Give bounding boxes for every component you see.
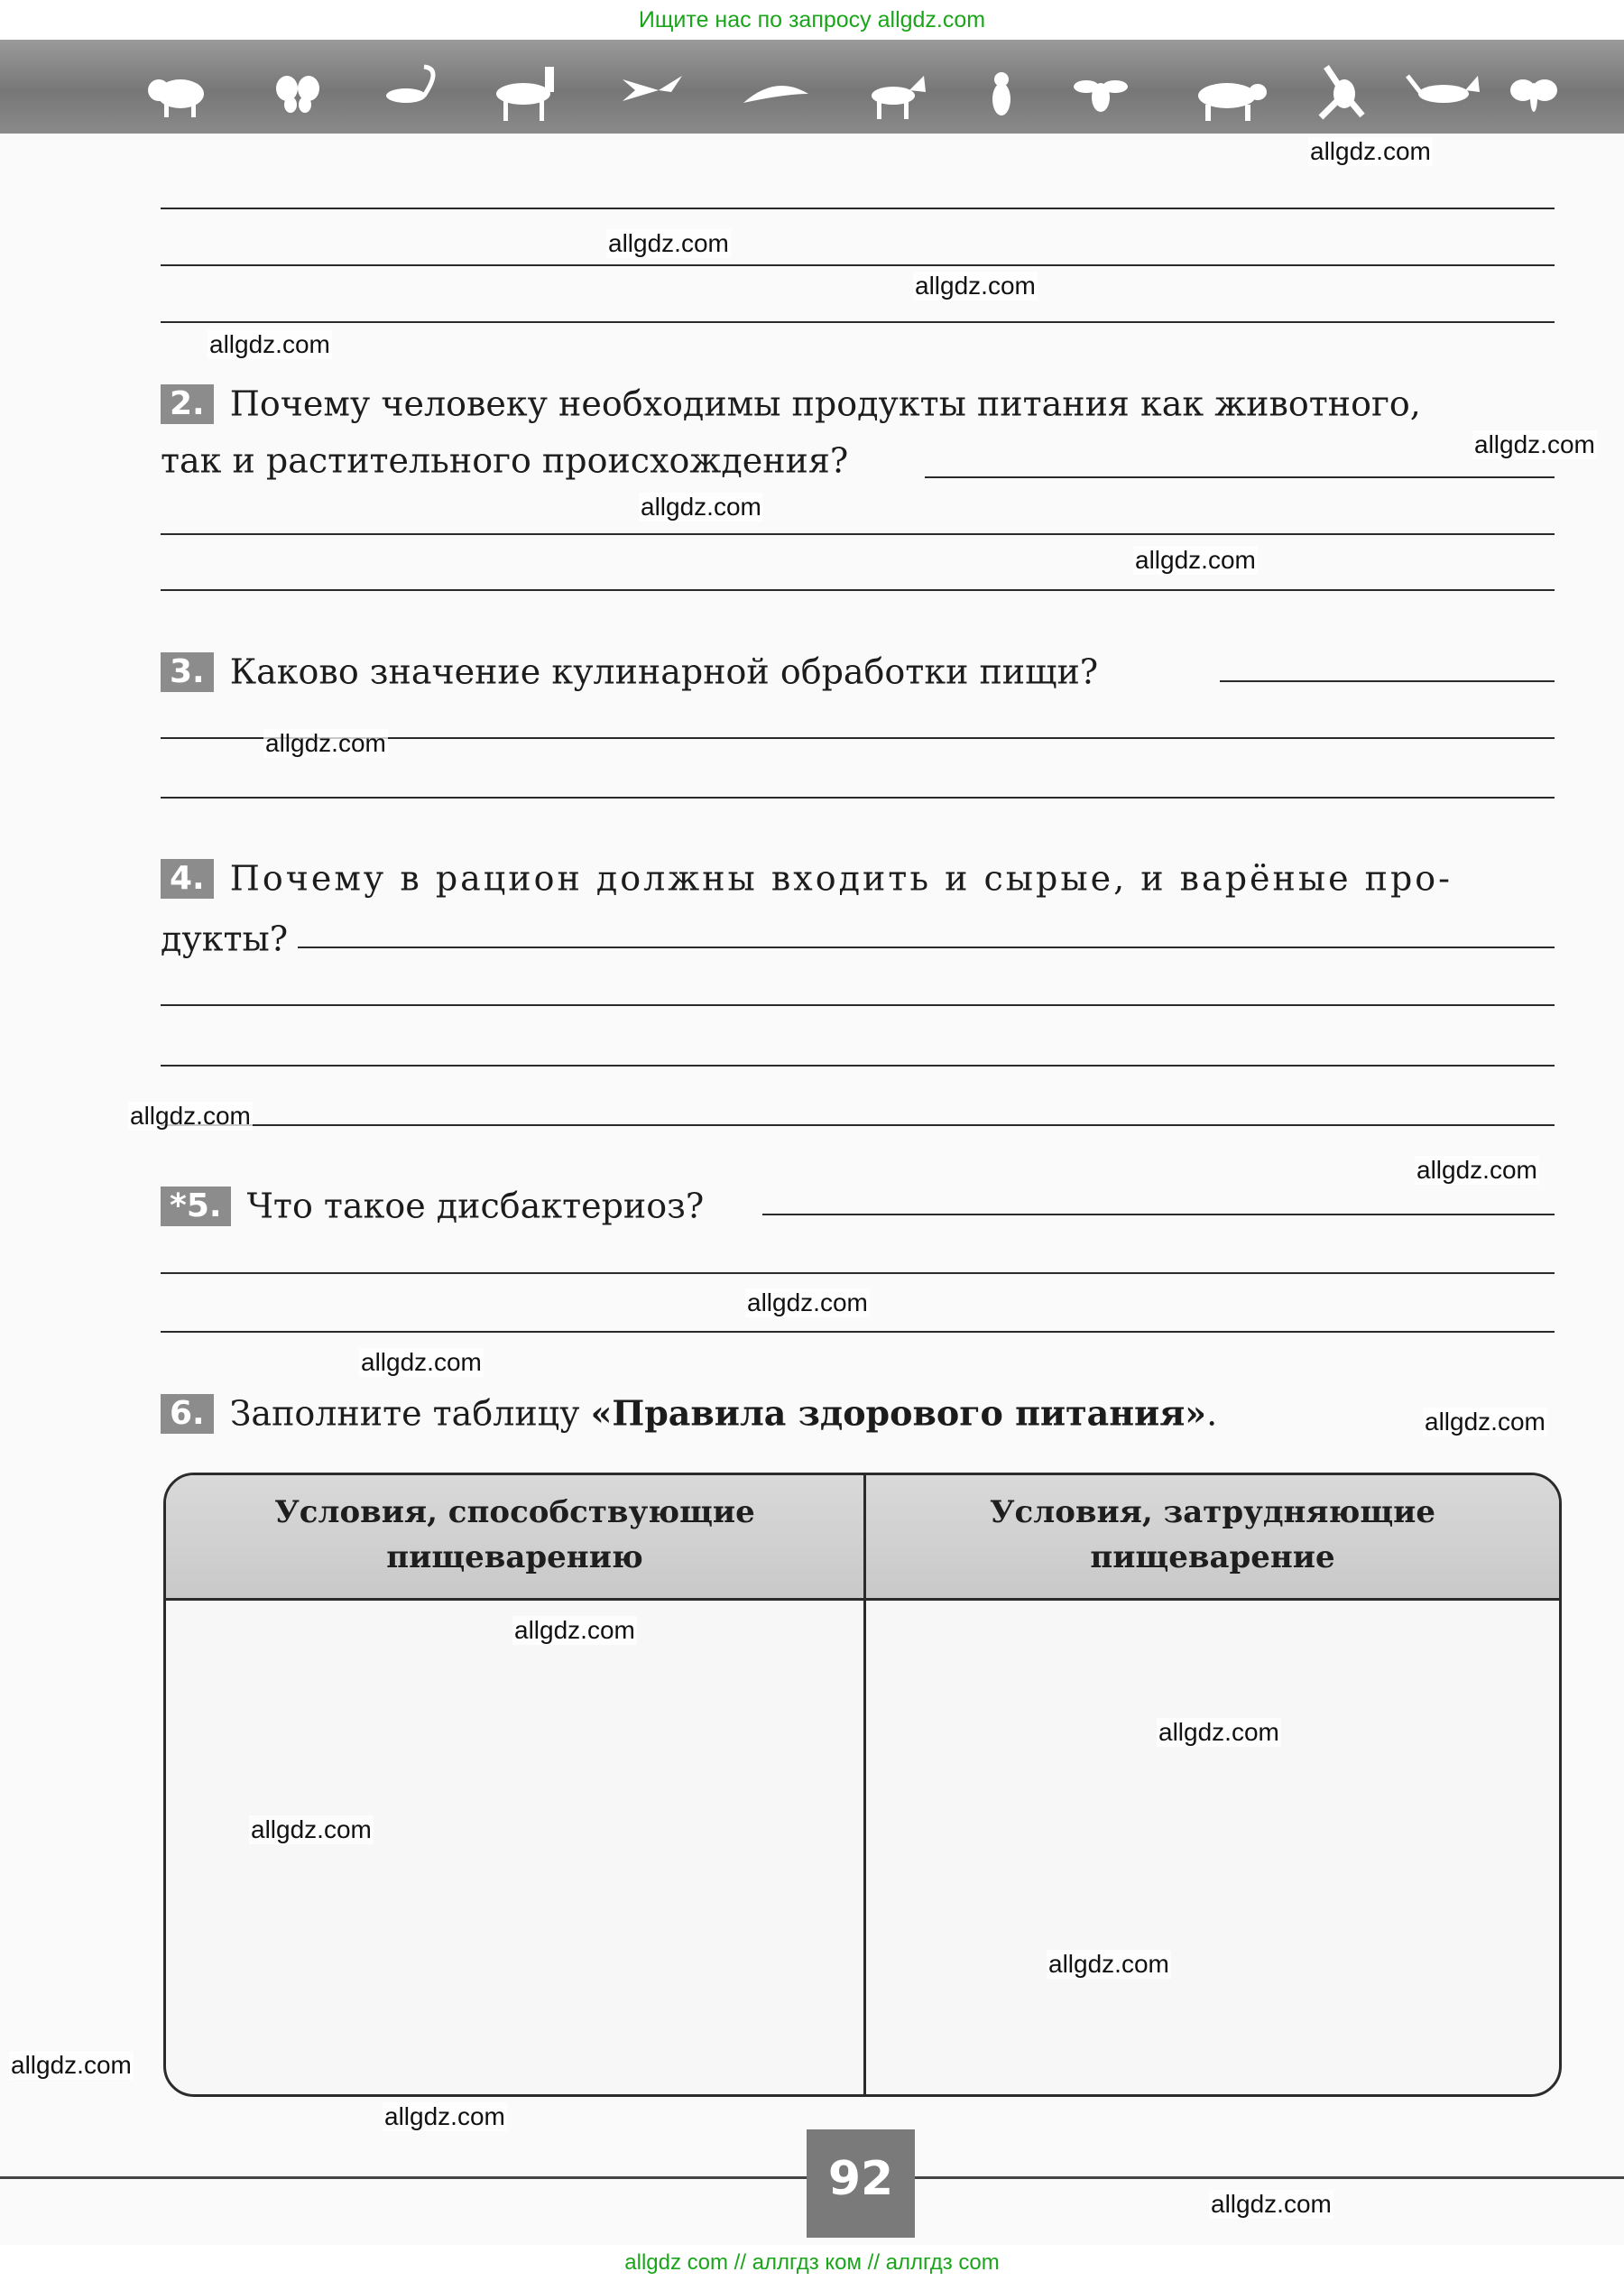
question-number: 6. (161, 1394, 214, 1434)
butterfly-icon (276, 76, 319, 113)
watermark: allgdz.com (1310, 137, 1431, 165)
answer-line[interactable] (161, 1065, 1555, 1067)
watermark: allgdz.com (361, 1348, 482, 1376)
question-number: *5. (161, 1187, 231, 1226)
bison-icon (148, 79, 204, 117)
question-4-cont (161, 909, 288, 966)
watermark: allgdz.com (209, 330, 330, 358)
watermark: allgdz.com (1158, 1718, 1279, 1746)
watermark: allgdz.com (1474, 430, 1595, 458)
question-text: Что такое дисбактериоз? (246, 1186, 705, 1226)
watermark: allgdz.com (1416, 1156, 1537, 1184)
question-number: 3. (161, 652, 214, 692)
bottom-banner[interactable]: allgdz com // аллгдз ком // аллгдз com (0, 2245, 1624, 2281)
answer-line[interactable] (161, 208, 1555, 209)
animal-header-band (0, 40, 1624, 134)
answer-line[interactable] (161, 1124, 1555, 1126)
column-header-helping: Условия, способствующие пищеварению (274, 1494, 755, 1575)
answer-line[interactable] (161, 797, 1555, 799)
watermark: allgdz.com (1048, 1950, 1169, 1978)
wolf-icon (872, 76, 926, 119)
question-2-cont (161, 430, 848, 488)
watermark: allgdz.com (265, 729, 386, 757)
answer-line[interactable] (161, 1272, 1555, 1274)
answer-line[interactable] (161, 589, 1555, 591)
watermark: allgdz.com (1211, 2190, 1332, 2218)
table-header (166, 1475, 1559, 1601)
watermark: allgdz.com (641, 493, 761, 521)
question-4 (161, 848, 1555, 906)
question-text-continued: так и растительного происхождения? (161, 440, 849, 481)
answer-line[interactable] (161, 321, 1555, 323)
question-number: 4. (161, 859, 214, 899)
watermark: allgdz.com (11, 2051, 132, 2079)
watermark: allgdz.com (1135, 546, 1256, 574)
question-3 (161, 642, 1098, 699)
scorpion-icon (386, 67, 433, 103)
watermark: allgdz.com (915, 272, 1036, 300)
swallow-icon (623, 76, 682, 101)
answer-line[interactable] (1220, 680, 1555, 682)
top-banner[interactable]: Ищите нас по запросу allgdz.com (0, 0, 1624, 40)
table-title: «Правила здорового питания» (590, 1392, 1207, 1434)
dolphin-icon (743, 86, 808, 103)
kangaroo-icon (1321, 67, 1362, 117)
dog-icon (1407, 76, 1480, 103)
question-6 (161, 1383, 1217, 1441)
moth-icon (1510, 79, 1557, 112)
answer-line[interactable] (161, 533, 1555, 535)
question-2 (161, 374, 1421, 431)
table-cell-helping[interactable] (166, 1601, 863, 2094)
answer-line[interactable] (762, 1214, 1555, 1215)
answer-line[interactable] (161, 264, 1555, 266)
question-text: Почему в рацион должны входить и сырые, и варёные про- (229, 858, 1453, 899)
bee-icon (1074, 80, 1128, 112)
watermark: allgdz.com (608, 229, 729, 257)
watermark: allgdz.com (384, 2102, 505, 2130)
question-5 (161, 1176, 704, 1233)
bird-icon (992, 72, 1010, 115)
watermark: allgdz.com (251, 1815, 372, 1843)
question-end: . (1206, 1393, 1218, 1434)
table-cell-hindering[interactable] (866, 1601, 1559, 2094)
question-number: 2. (161, 384, 214, 424)
answer-line[interactable] (298, 947, 1555, 948)
question-text: Каково значение кулинарной обработки пищи? (229, 651, 1099, 692)
bull-icon (1198, 83, 1267, 121)
question-text: Заполните таблицу (229, 1393, 591, 1434)
horse-icon (496, 67, 554, 121)
watermark: allgdz.com (747, 1288, 868, 1316)
column-header-hindering: Условия, затрудняющие пищеварение (989, 1494, 1436, 1575)
page-number: 92 (807, 2129, 915, 2238)
watermark: allgdz.com (130, 1102, 251, 1130)
watermark: allgdz.com (514, 1616, 635, 1644)
watermark: allgdz.com (1425, 1408, 1546, 1436)
answer-line[interactable] (161, 1004, 1555, 1006)
answer-line[interactable] (161, 1331, 1555, 1333)
answer-line[interactable] (925, 476, 1555, 478)
healthy-eating-table (163, 1473, 1562, 2097)
question-text-continued: дукты? (161, 919, 289, 959)
question-text: Почему человеку необходимы продукты питания как животного, (229, 383, 1421, 424)
